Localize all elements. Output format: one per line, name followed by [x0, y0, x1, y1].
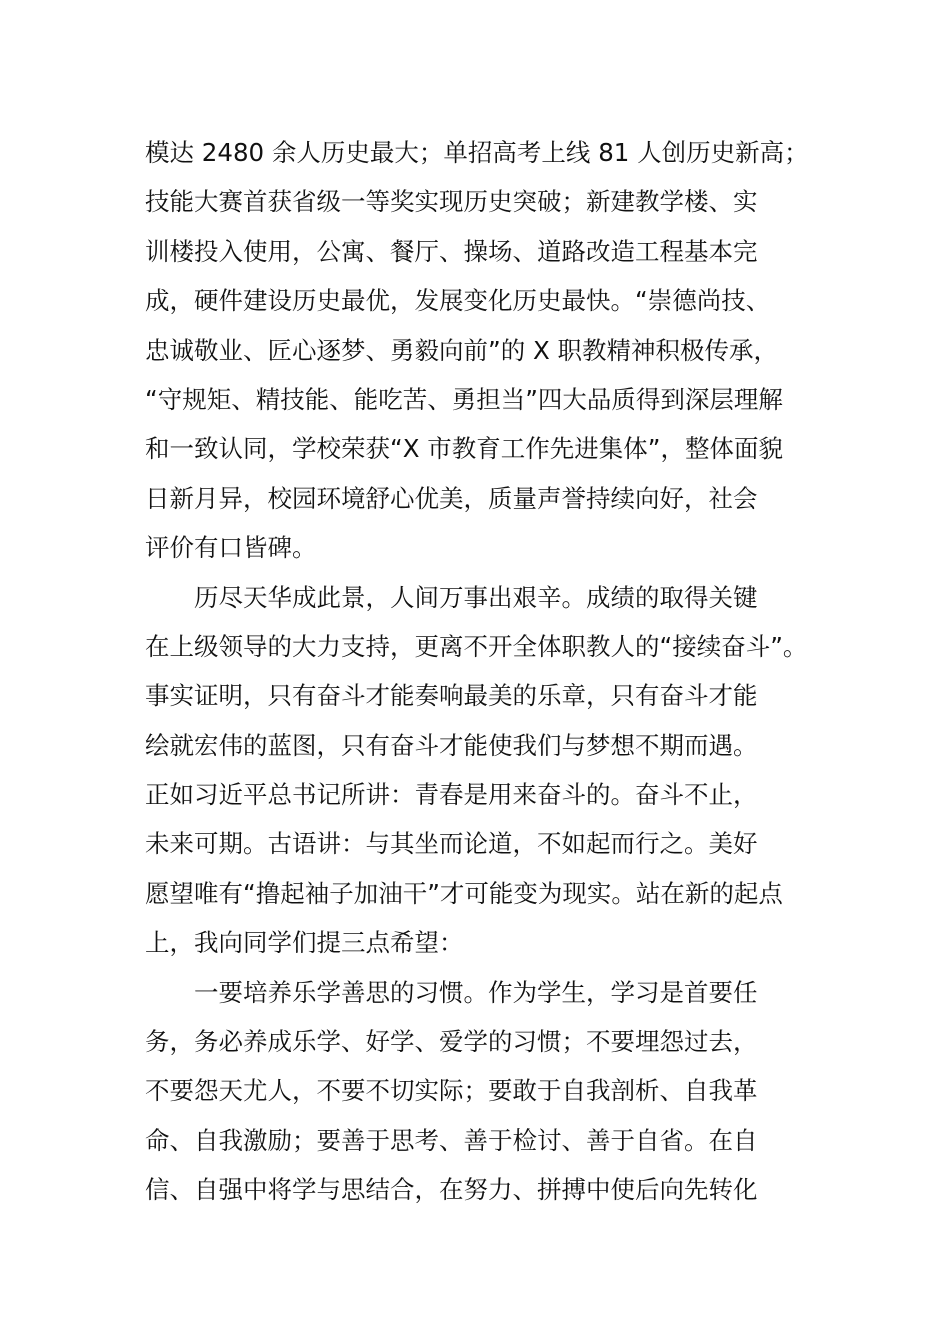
text-line: 日新月异，校园环境舒心优美，质量声誉持续向好，社会 — [145, 483, 758, 513]
text-line: 模达 2480 余人历史最大；单招高考上线 81 人创历史新高； — [145, 138, 809, 167]
text-line: 评价有口皆碑。 — [145, 533, 317, 563]
text-line: 训楼投入使用，公寓、餐厅、操场、道路改造工程基本完 — [145, 236, 758, 266]
text-line: 忠诚敬业、匠心逐梦、勇毅向前”的 X 职教精神积极传承， — [145, 335, 779, 365]
text-line: 未来可期。古语讲：与其坐而论道，不如起而行之。美好 — [145, 829, 758, 859]
text-line: 成，硬件建设历史最优，发展变化历史最快。“崇德尚技、 — [145, 286, 771, 316]
document-body — [145, 128, 845, 1215]
text-line: 正如习近平总书记所讲：青春是用来奋斗的。奋斗不止， — [145, 780, 758, 810]
text-line: 不要怨天尤人，不要不切实际；要敢于自我剖析、自我革 — [145, 1076, 758, 1106]
text-line: 上，我向同学们提三点希望： — [145, 928, 464, 958]
text-line: 和一致认同，学校荣获“X 市教育工作先进集体”，整体面貌 — [145, 434, 783, 464]
text-line: 绘就宏伟的蓝图，只有奋斗才能使我们与梦想不期而遇。 — [145, 730, 758, 760]
text-line: 命、自我激励；要善于思考、善于检讨、善于自省。在自 — [145, 1125, 758, 1155]
text-line: 技能大赛首获省级一等奖实现历史突破；新建教学楼、实 — [145, 187, 758, 217]
paragraph-first-line: 历尽天华成此景，人间万事出艰辛。成绩的取得关键 — [194, 582, 758, 612]
paragraph-first-line: 一要培养乐学善思的习惯。作为学生，学习是首要任 — [194, 977, 758, 1007]
text-line: “守规矩、精技能、能吃苦、勇担当”四大品质得到深层理解 — [145, 384, 783, 414]
text-line: 事实证明，只有奋斗才能奏响最美的乐章，只有奋斗才能 — [145, 681, 758, 711]
text-line: 信、自强中将学与思结合，在努力、拼搏中使后向先转化 — [145, 1175, 758, 1205]
text-line: 在上级领导的大力支持，更离不开全体职教人的“接续奋斗”。 — [145, 631, 808, 661]
text-line: 愿望唯有“撸起袖子加油干”才可能变为现实。站在新的起点 — [145, 878, 783, 908]
text-line: 务，务必养成乐学、好学、爱学的习惯；不要埋怨过去， — [145, 1027, 758, 1057]
